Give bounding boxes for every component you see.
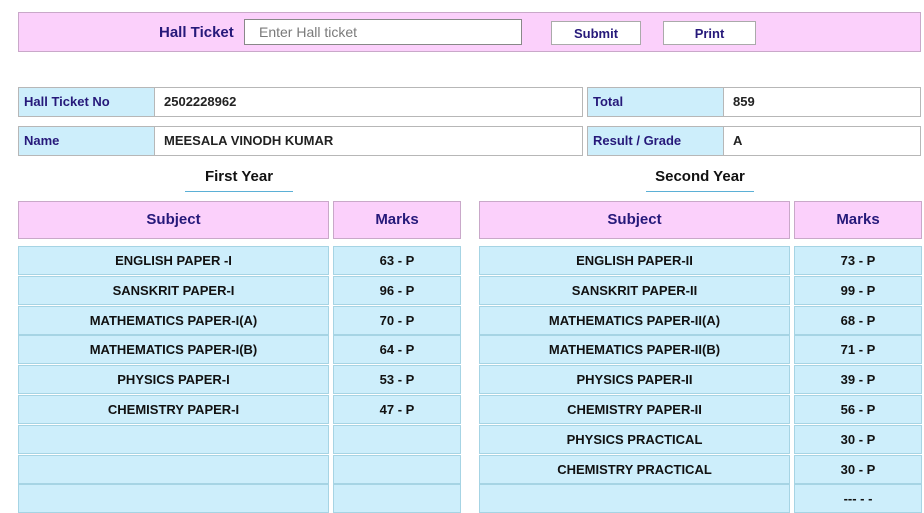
first-year-subject-cell: CHEMISTRY PAPER-I [18,395,329,424]
first-year-subject-cell [18,484,329,513]
first-year-marks-cell [333,484,461,513]
hall-ticket-no-label: Hall Ticket No [19,88,155,116]
first-year-subject-cell: MATHEMATICS PAPER-I(B) [18,335,329,364]
first-year-marks-header: Marks [333,201,461,239]
search-bar [18,12,921,52]
name-value: MEESALA VINODH KUMAR [164,133,334,148]
second-year-subject-cell: PHYSICS PRACTICAL [479,425,790,454]
second-year-subject-cell: CHEMISTRY PAPER-II [479,395,790,424]
second-year-subject-cell [479,484,790,513]
hall-ticket-label: Hall Ticket [159,24,234,41]
result-row [587,126,921,156]
first-year-marks-cell: 53 - P [333,365,461,394]
total-row [587,87,921,117]
second-year-underline [646,191,754,192]
second-year-subject-header: Subject [479,201,790,239]
first-year-subject-cell: ENGLISH PAPER -I [18,246,329,275]
second-year-marks-cell: 39 - P [794,365,922,394]
result-value: A [733,133,743,148]
first-year-subject-cell [18,455,329,484]
hall-ticket-no-row [18,87,583,117]
second-year-marks-cell: 71 - P [794,335,922,364]
first-year-marks-cell: 63 - P [333,246,461,275]
first-year-underline [185,191,293,192]
first-year-subject-header: Subject [18,201,329,239]
result-label: Result / Grade [588,127,724,155]
second-year-subject-cell: MATHEMATICS PAPER-II(A) [479,306,790,335]
print-button[interactable]: Print [663,21,756,45]
total-value: 859 [733,94,755,109]
second-year-subject-cell: SANSKRIT PAPER-II [479,276,790,305]
first-year-subject-cell [18,425,329,454]
second-year-subject-cell: CHEMISTRY PRACTICAL [479,455,790,484]
first-year-marks-cell: 64 - P [333,335,461,364]
second-year-marks-cell: --- - - [794,484,922,513]
second-year-marks-cell: 68 - P [794,306,922,335]
first-year-marks-cell [333,425,461,454]
first-year-marks-cell: 47 - P [333,395,461,424]
first-year-subject-cell: SANSKRIT PAPER-I [18,276,329,305]
name-row [18,126,583,156]
second-year-marks-cell: 30 - P [794,455,922,484]
second-year-subject-cell: PHYSICS PAPER-II [479,365,790,394]
hall-ticket-input[interactable] [244,19,522,45]
second-year-marks-cell: 99 - P [794,276,922,305]
second-year-subject-cell: MATHEMATICS PAPER-II(B) [479,335,790,364]
name-label: Name [19,127,155,155]
first-year-marks-cell [333,455,461,484]
first-year-subject-cell: MATHEMATICS PAPER-I(A) [18,306,329,335]
first-year-marks-cell: 96 - P [333,276,461,305]
submit-button[interactable]: Submit [551,21,641,45]
first-year-subject-cell: PHYSICS PAPER-I [18,365,329,394]
second-year-subject-cell: ENGLISH PAPER-II [479,246,790,275]
first-year-marks-cell: 70 - P [333,306,461,335]
second-year-marks-cell: 56 - P [794,395,922,424]
second-year-marks-cell: 30 - P [794,425,922,454]
hall-ticket-no-value: 2502228962 [164,94,237,109]
second-year-marks-cell: 73 - P [794,246,922,275]
total-label: Total [588,88,724,116]
second-year-marks-header: Marks [794,201,922,239]
first-year-title: First Year [204,168,274,185]
second-year-title: Second Year [655,168,745,185]
